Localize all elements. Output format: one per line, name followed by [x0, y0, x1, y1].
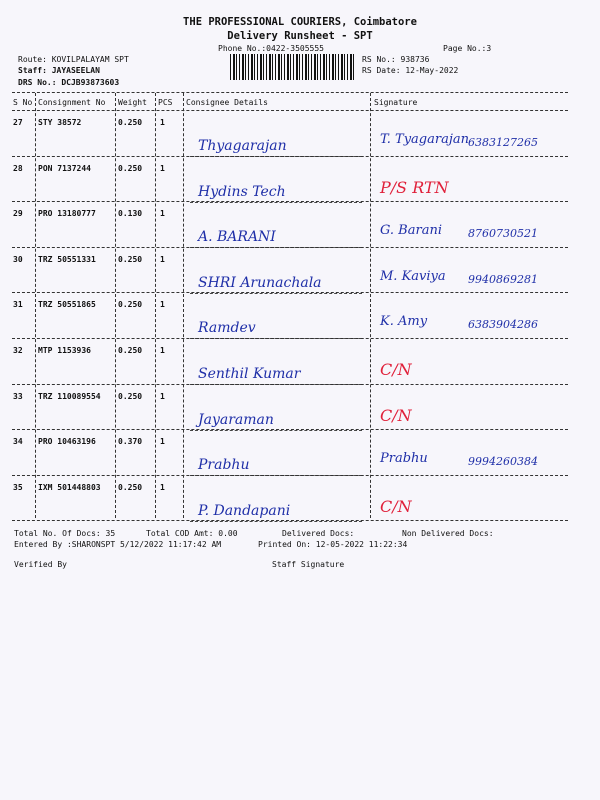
col-consignee: Consignee Details: [186, 98, 268, 107]
row-separator: [12, 429, 568, 430]
consignee-handwritten: Jayaraman: [198, 411, 274, 428]
row-pcs: 1: [160, 300, 165, 310]
consignee-handwritten: Prabhu: [198, 457, 250, 474]
row-pcs: 1: [160, 391, 165, 401]
signature-phone: 6383904286: [468, 318, 538, 332]
col-weight: Weight: [118, 98, 147, 107]
barcode-image: [230, 54, 354, 80]
consignee-handwritten: P. Dandapani: [198, 502, 291, 519]
consignee-handwritten: Thyagarajan: [198, 138, 287, 154]
runsheet-title: Delivery Runsheet - SPT: [227, 30, 373, 42]
row-pcs: 1: [160, 482, 165, 492]
row-weight: 0.250: [118, 391, 143, 401]
non-delivered-docs: Non Delivered Docs:: [402, 529, 494, 538]
row-separator: [12, 292, 568, 293]
rs-date: RS Date: 12-May-2022: [362, 66, 459, 75]
signature-phone: 6383127265: [468, 136, 538, 149]
row-sno: 34: [13, 437, 23, 447]
printed-on: Printed On: 12-05-2022 11:22:34: [258, 540, 408, 549]
signature-handwritten: P/S RTN: [380, 177, 449, 197]
signature-handwritten: C/N: [380, 360, 412, 379]
row-pcs: 1: [160, 346, 165, 355]
row-pcs: 1: [160, 254, 165, 264]
consignee-handwritten: Ramdev: [198, 320, 256, 337]
consignee-handwritten: SHRI Arunachala: [198, 274, 322, 291]
row-weight: 0.250: [118, 118, 143, 127]
row-sno: 28: [13, 163, 23, 173]
total-cod: Total COD Amt: 0.00: [146, 529, 238, 538]
total-docs: Total No. Of Docs: 35: [14, 529, 116, 538]
row-weight: 0.250: [118, 254, 143, 264]
rs-number: RS No.: 938736: [362, 55, 430, 64]
row-sno: 35: [13, 482, 23, 492]
col-divider: [155, 93, 156, 518]
route-label: Route: KOVILPALAYAM SPT: [18, 55, 129, 64]
row-sno: 30: [13, 254, 23, 264]
row-pcs: 1: [160, 437, 165, 447]
company-title: THE PROFESSIONAL COURIERS, Coimbatore: [183, 16, 417, 28]
row-weight: 0.250: [118, 482, 143, 492]
delivered-docs: Delivered Docs:: [282, 529, 355, 538]
table-header-border: [12, 110, 568, 111]
verified-by: Verified By: [14, 560, 67, 569]
signature-handwritten: Prabhu: [380, 451, 428, 467]
page-number: Page No.:3: [443, 44, 492, 53]
col-divider: [370, 93, 371, 518]
signature-handwritten: M. Kaviya: [380, 268, 446, 284]
row-separator: [12, 156, 568, 157]
drs-number: DRS No.: DCJB93873603: [18, 78, 120, 87]
signature-phone: 9994260384: [468, 455, 538, 469]
row-pcs: 1: [160, 118, 165, 127]
col-divider: [35, 93, 36, 518]
consignee-handwritten: Senthil Kumar: [198, 366, 301, 382]
staff-signature: Staff Signature: [272, 560, 345, 569]
table-top-border: [12, 92, 568, 93]
row-separator: [12, 338, 568, 339]
signature-handwritten: K. Amy: [380, 314, 428, 330]
row-separator: [12, 475, 568, 476]
row-pcs: 1: [160, 163, 165, 173]
signature-handwritten: C/N: [380, 496, 412, 516]
table-bottom-border: [12, 520, 568, 521]
row-consignment-no: PRO 13180777: [38, 209, 96, 219]
row-separator: [12, 384, 568, 385]
row-consignment-no: TRZ 50551331: [38, 254, 96, 264]
row-sno: 31: [13, 300, 23, 310]
row-sno: 27: [13, 118, 23, 127]
row-separator: [12, 247, 568, 248]
staff-label: Staff: JAYASEELAN: [18, 66, 100, 75]
row-consignment-no: PRO 10463196: [38, 437, 96, 447]
col-sno: S No: [13, 98, 33, 107]
signature-handwritten: G. Barani: [380, 223, 442, 239]
row-weight: 0.130: [118, 209, 143, 219]
entered-by: Entered By :SHARONSPT 5/12/2022 11:17:42 AM: [14, 540, 222, 549]
col-divider: [183, 93, 184, 518]
col-signature: Signature: [374, 98, 418, 107]
col-pcs: PCS: [158, 98, 173, 107]
signature-phone: 8760730521: [468, 227, 538, 241]
row-weight: 0.250: [118, 300, 143, 310]
signature-handwritten: T. Tyagarajan: [380, 132, 469, 147]
row-consignment-no: MTP 1153936: [38, 346, 91, 355]
row-consignment-no: PON 7137244: [38, 163, 91, 173]
col-divider: [115, 93, 116, 518]
signature-handwritten: C/N: [380, 405, 412, 425]
row-sno: 29: [13, 209, 23, 219]
phone-number: Phone No.:0422-3505555: [218, 44, 324, 53]
row-weight: 0.370: [118, 437, 143, 447]
consignee-handwritten: Hydins Tech: [198, 183, 286, 200]
signature-phone: 9940869281: [468, 272, 538, 286]
consignee-handwritten: A. BARANI: [198, 229, 276, 246]
row-pcs: 1: [160, 209, 165, 219]
row-consignment-no: IXM 501448803: [38, 482, 101, 492]
row-consignment-no: TRZ 50551865: [38, 300, 96, 310]
row-weight: 0.250: [118, 346, 143, 355]
row-consignment-no: TRZ 110089554: [38, 391, 101, 401]
row-sno: 32: [13, 346, 23, 355]
row-separator: [12, 201, 568, 202]
col-consignment: Consignment No: [38, 98, 106, 107]
row-consignment-no: STY 38572: [38, 118, 82, 127]
row-weight: 0.250: [118, 163, 143, 173]
row-sno: 33: [13, 391, 23, 401]
